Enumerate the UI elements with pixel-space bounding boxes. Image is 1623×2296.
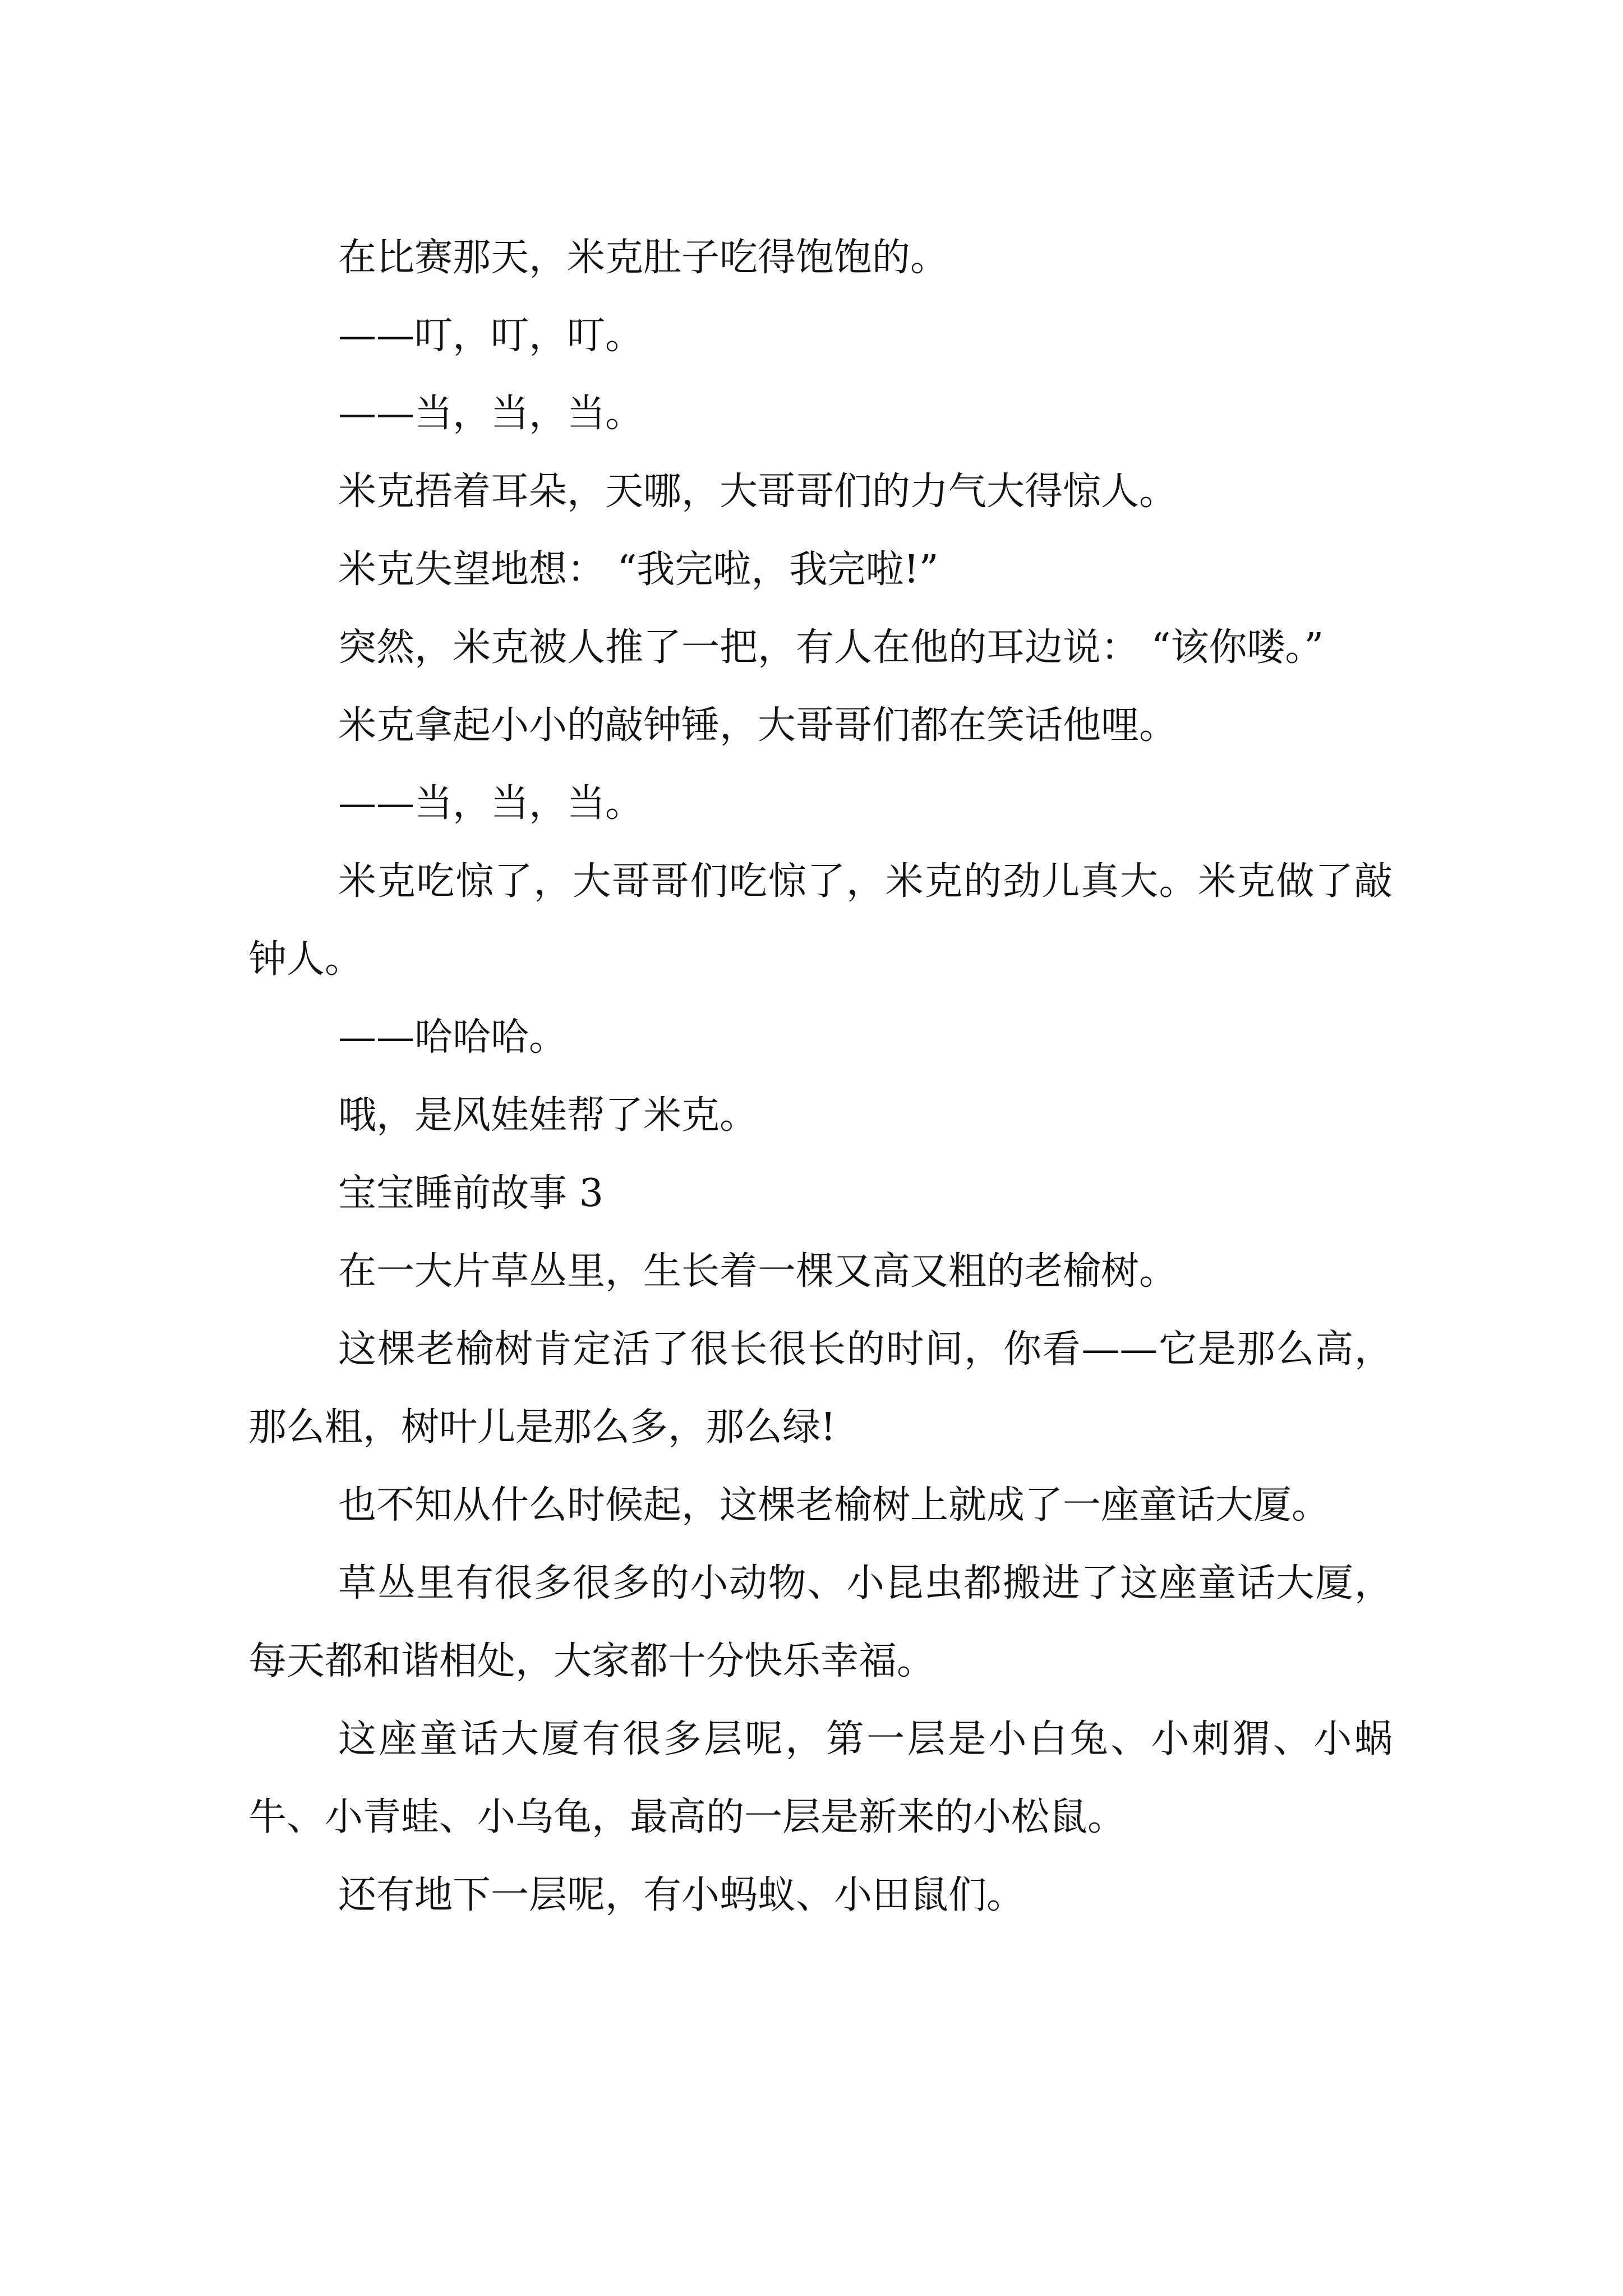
paragraph: 这棵老榆树肯定活了很长很长的时间，你看——它是那么高，那么粗，树叶儿是那么多，那么绿! [248,1327,1393,1450]
story-text [248,219,1393,1934]
paragraph: 米克捂着耳朵，天哪，大哥哥们的力气大得惊人。 [338,470,1178,514]
paragraph: ——当，当，当。 [338,781,644,826]
paragraph: 这座童话大厦有很多层呢，第一层是小白兔、小刺猬、小蜗牛、小青蛙、小乌龟，最高的一层是新来的小松鼠。 [248,1717,1393,1839]
paragraph: 也不知从什么时候起，这棵老榆树上就成了一座童话大厦。 [338,1483,1330,1527]
paragraph: 在一大片草丛里，生长着一棵又高又粗的老榆树。 [338,1249,1178,1294]
paragraph: 还有地下一层呢，有小蚂蚁、小田鼠们。 [338,1873,1025,1917]
paragraph: 米克吃惊了，大哥哥们吃惊了，米克的劲儿真大。米克做了敲钟人。 [248,859,1393,982]
paragraph: ——叮，叮，叮。 [338,314,644,358]
section-heading: 宝宝睡前故事 3 [338,1171,603,1216]
paragraph: 哦，是风娃娃帮了米克。 [338,1093,758,1138]
paragraph: 突然，米克被人推了一把，有人在他的耳边说： “该你喽。” [338,625,1324,670]
paragraph: ——当，当，当。 [338,392,644,436]
paragraph: 米克失望地想： “我完啦，我完啦!” [338,547,939,592]
paragraph: 在比赛那天，米克肚子吃得饱饱的。 [338,236,949,280]
paragraph: ——哈哈哈。 [338,1015,568,1060]
paragraph: 米克拿起小小的敲钟锤，大哥哥们都在笑话他哩。 [338,703,1178,748]
paragraph: 草丛里有很多很多的小动物、小昆虫都搬进了这座童话大厦，每天都和谐相处，大家都十分快乐幸福。 [248,1561,1393,1683]
